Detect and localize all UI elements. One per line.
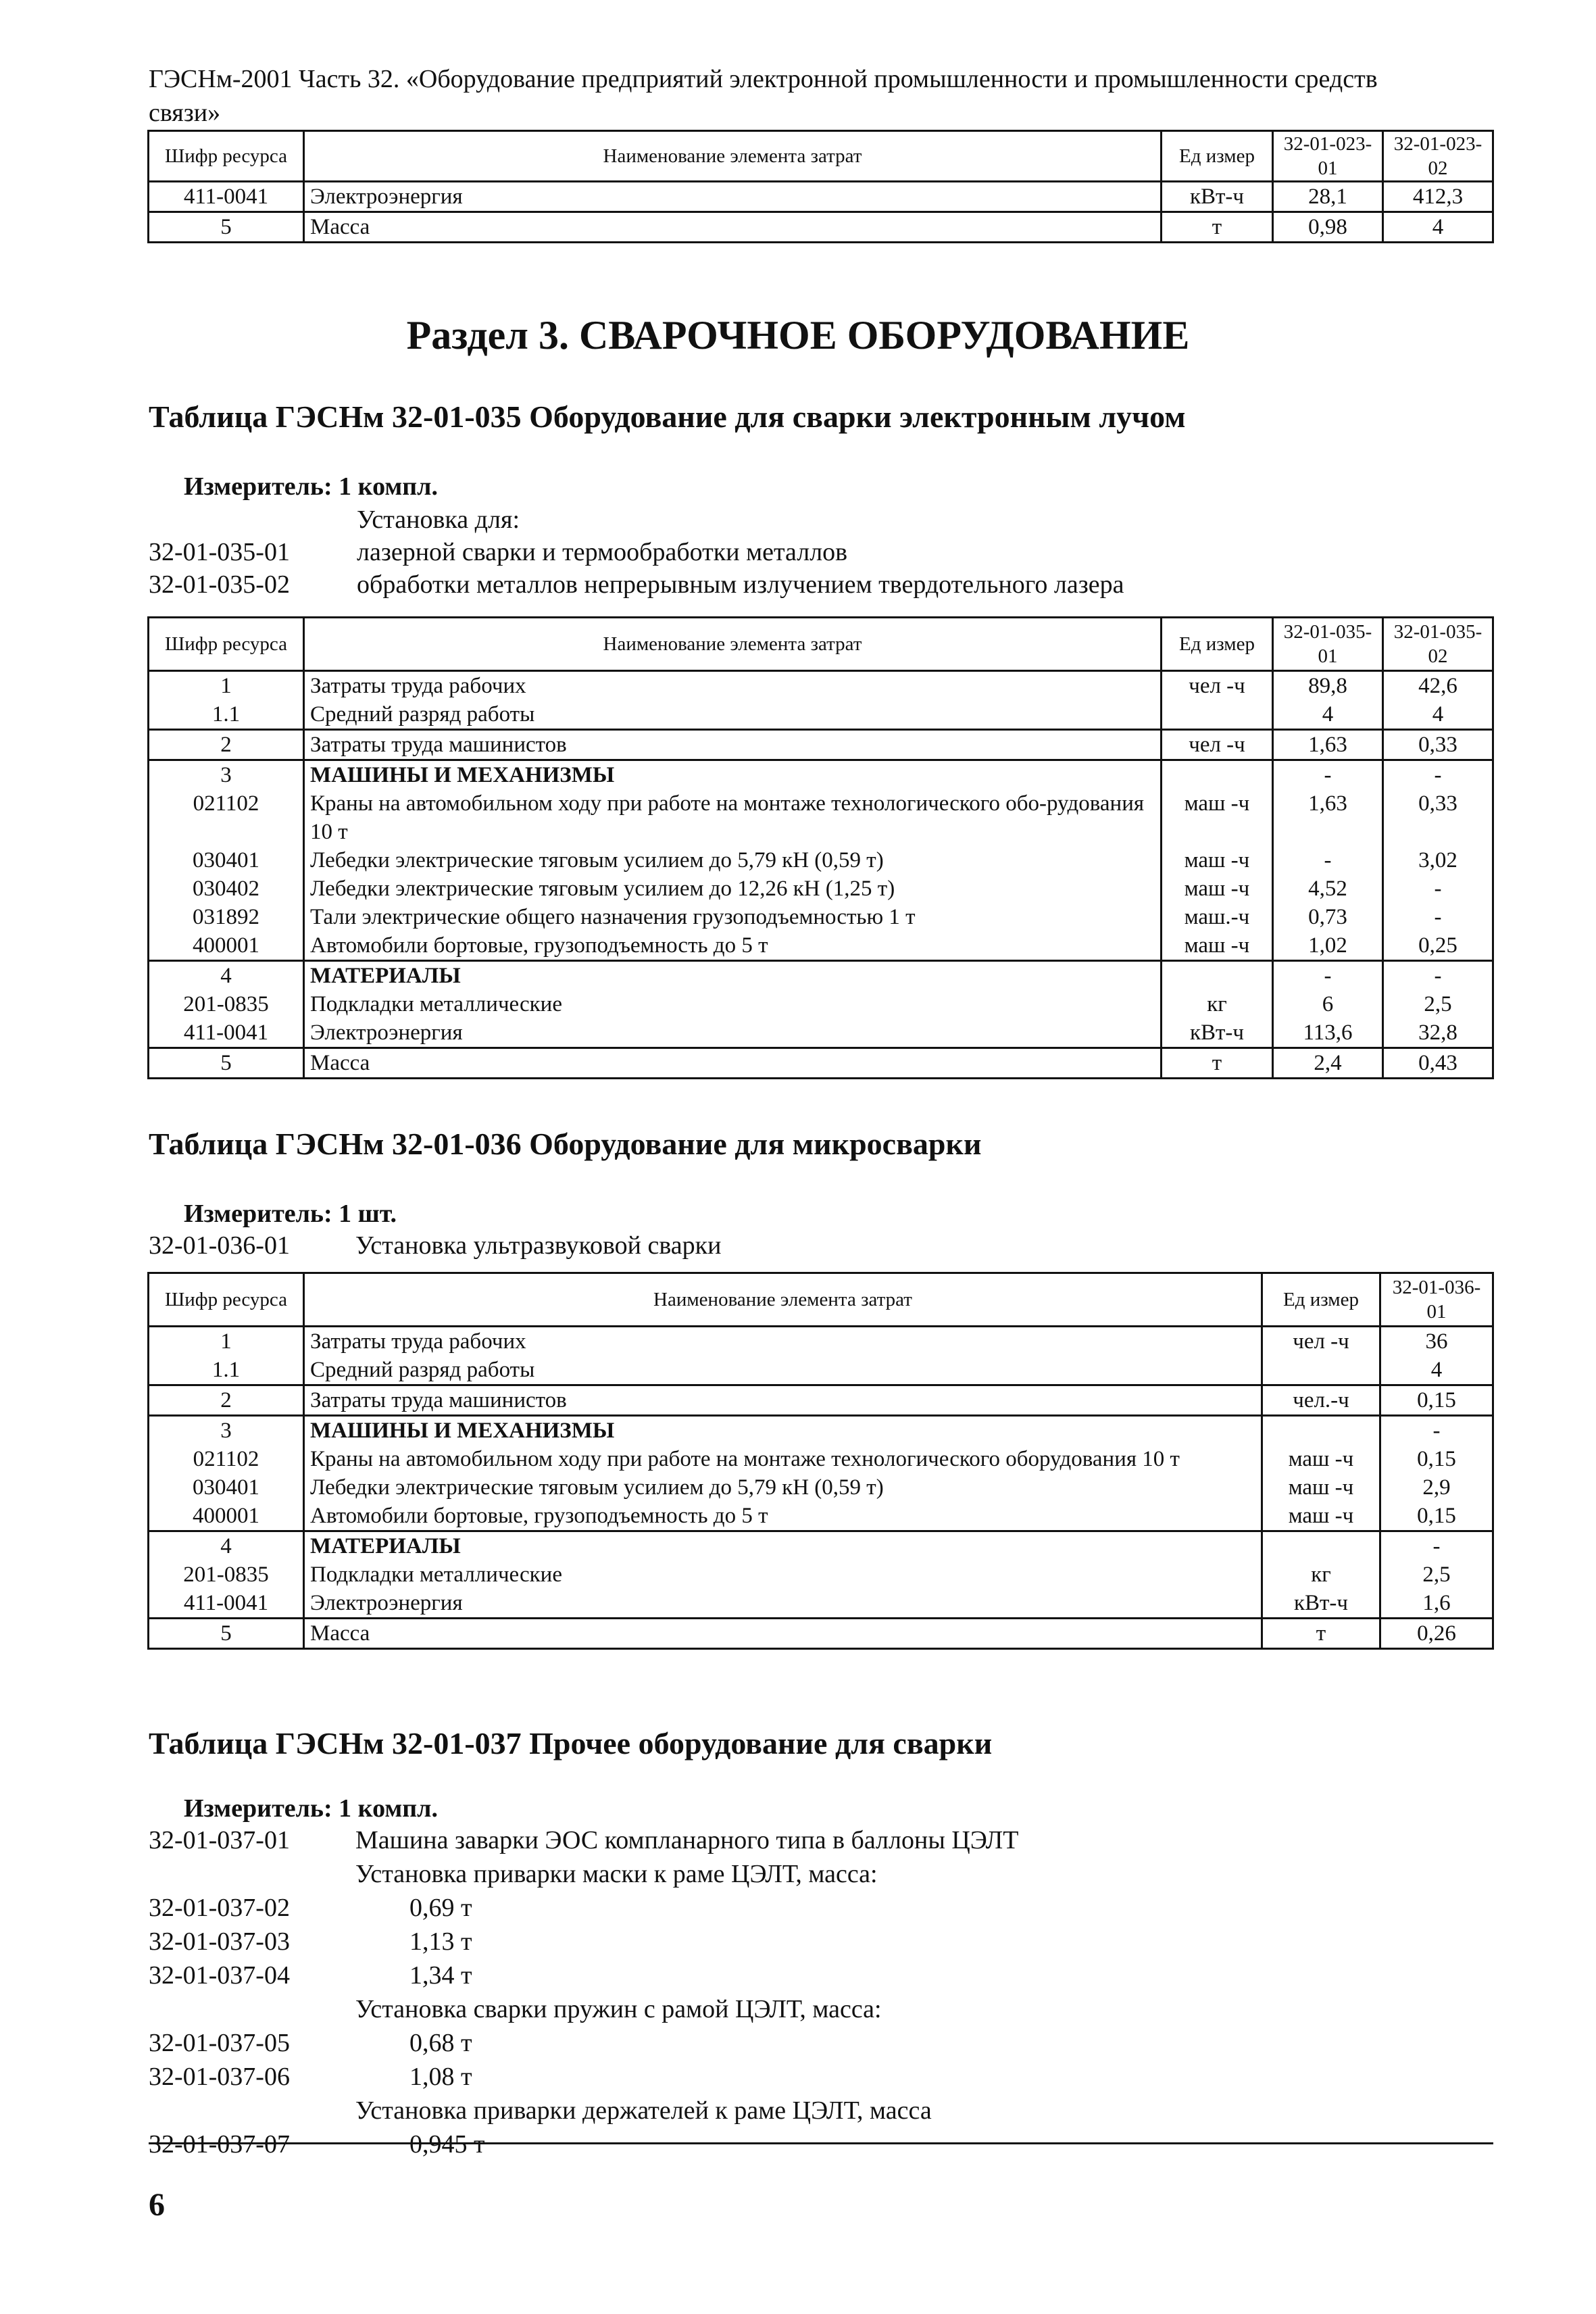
- cell-code: 411-0041: [149, 1589, 304, 1619]
- code-list-item: [149, 1857, 1493, 1891]
- cell-unit: [1262, 1356, 1380, 1385]
- cell-code: 201-0835: [149, 990, 304, 1018]
- resource-text: 1,08 т: [409, 2063, 472, 2091]
- cell-code: 4: [149, 1531, 304, 1561]
- table-row: [149, 1589, 1493, 1619]
- cell-value1: -: [1273, 760, 1383, 790]
- cell-value1: 4,52: [1273, 875, 1383, 903]
- col-name-header: Наименование элемента затрат: [304, 131, 1162, 182]
- cell-code: 411-0041: [149, 1018, 304, 1048]
- code-list-item: [149, 1823, 1493, 1857]
- resource-text: 1,34 т: [409, 1961, 472, 1990]
- cell-name: Краны на автомобильном ходу при работе на монтаже технологического обо-рудования 10 т: [304, 789, 1162, 846]
- cell-value1: 6: [1273, 990, 1383, 1018]
- cell-code: 5: [149, 212, 304, 243]
- col-value2-header: 32-01-035-02: [1383, 618, 1493, 671]
- cell-code: 1: [149, 671, 304, 701]
- cell-value2: -: [1383, 961, 1493, 991]
- cell-value1: 4: [1380, 1356, 1493, 1385]
- cell-name: Электроэнергия: [304, 1589, 1262, 1619]
- table-row: [149, 931, 1493, 961]
- cell-name: МАТЕРИАЛЫ: [304, 1531, 1262, 1561]
- col-code-header: Шифр ресурса: [149, 1273, 304, 1327]
- cell-unit: маш -ч: [1162, 931, 1273, 961]
- cell-unit: чел.-ч: [1262, 1385, 1380, 1416]
- resource-text: Установка ультразвуковой сварки: [355, 1231, 722, 1260]
- cell-value1: 2,5: [1380, 1560, 1493, 1589]
- cell-name: Подкладки металлические: [304, 1560, 1262, 1589]
- cell-unit: кг: [1162, 990, 1273, 1018]
- cell-unit: [1262, 1416, 1380, 1446]
- code-list-item: [149, 1891, 1493, 1925]
- table-row: [149, 789, 1493, 846]
- cell-code: 3: [149, 760, 304, 790]
- resource-text: Установка приварки маски к раме ЦЭЛТ, масса:: [355, 1860, 878, 1888]
- cell-unit: маш -ч: [1262, 1502, 1380, 1531]
- table-row: [149, 961, 1493, 991]
- table-row: [149, 730, 1493, 760]
- cell-unit: маш -ч: [1162, 846, 1273, 875]
- cell-value1: 0,15: [1380, 1502, 1493, 1531]
- col-unit-header: Ед измер: [1262, 1273, 1380, 1327]
- cell-value1: 1,02: [1273, 931, 1383, 961]
- resource-text: лазерной сварки и термообработки металлов: [357, 538, 848, 566]
- cell-value2: 4: [1383, 700, 1493, 730]
- cell-code: 030401: [149, 846, 304, 875]
- col-name-header: Наименование элемента затрат: [304, 1273, 1262, 1327]
- cell-name: Затраты труда рабочих: [304, 671, 1162, 701]
- cell-value1: 2,4: [1273, 1048, 1383, 1079]
- cell-unit: чел -ч: [1262, 1327, 1380, 1356]
- code-list-item: [149, 2026, 1493, 2060]
- cell-unit: [1262, 1531, 1380, 1561]
- resource-text: Установка сварки пружин с рамой ЦЭЛТ, масса:: [355, 1995, 882, 2023]
- meter-value: 1 компл.: [339, 1794, 438, 1823]
- cell-code: 5: [149, 1048, 304, 1079]
- code-list-item: [149, 2060, 1493, 2094]
- divider-line: [149, 2142, 1493, 2144]
- meter-label: Измеритель:: [184, 1200, 332, 1228]
- page-number: 6: [149, 2187, 165, 2223]
- table-row: [149, 1445, 1493, 1473]
- cell-name: Лебедки электрические тяговым усилием до 12,26 кН (1,25 т): [304, 875, 1162, 903]
- cell-value2: 0,33: [1383, 730, 1493, 760]
- cell-value1: 0,73: [1273, 903, 1383, 931]
- table-row: [149, 1531, 1493, 1561]
- resource-code: 32-01-035-01: [149, 538, 290, 566]
- cell-name: Затраты труда машинистов: [304, 730, 1162, 760]
- cell-value2: -: [1383, 903, 1493, 931]
- table-row: [149, 875, 1493, 903]
- cell-value1: 28,1: [1273, 182, 1383, 212]
- cell-name: Масса: [304, 1619, 1262, 1649]
- cell-code: 1.1: [149, 1356, 304, 1385]
- meter-value: 1 шт.: [339, 1200, 397, 1228]
- resource-text: 1,13 т: [409, 1927, 472, 1956]
- cell-unit: маш -ч: [1162, 789, 1273, 846]
- table-row: [149, 760, 1493, 790]
- table-32-01-036: [147, 1272, 1494, 1650]
- cell-value2: 412,3: [1383, 182, 1493, 212]
- table-row: [149, 1416, 1493, 1446]
- section-title: Раздел 3. СВАРОЧНОЕ ОБОРУДОВАНИЕ: [406, 313, 1190, 358]
- resource-code: 32-01-037-01: [149, 1826, 290, 1854]
- cell-value1: 0,15: [1380, 1445, 1493, 1473]
- cell-name: МАШИНЫ И МЕХАНИЗМЫ: [304, 1416, 1262, 1446]
- table-row: [149, 182, 1493, 212]
- cell-code: 021102: [149, 789, 304, 846]
- cell-value2: 0,25: [1383, 931, 1493, 961]
- table-row: [149, 903, 1493, 931]
- cell-value2: 42,6: [1383, 671, 1493, 701]
- table-header: [149, 618, 1493, 671]
- cell-unit: чел -ч: [1162, 730, 1273, 760]
- code-list-item: [149, 1925, 1493, 1959]
- table-row: [149, 700, 1493, 730]
- cell-name: МАТЕРИАЛЫ: [304, 961, 1162, 991]
- cell-code: 400001: [149, 931, 304, 961]
- cell-value2: 32,8: [1383, 1018, 1493, 1048]
- cell-name: Средний разряд работы: [304, 700, 1162, 730]
- meter-label: Измеритель:: [184, 1794, 332, 1823]
- col-unit-header: Ед измер: [1162, 618, 1273, 671]
- cell-value1: -: [1273, 961, 1383, 991]
- cell-code: 411-0041: [149, 182, 304, 212]
- cell-code: 4: [149, 961, 304, 991]
- cell-unit: маш -ч: [1262, 1473, 1380, 1502]
- table-row: [149, 1018, 1493, 1048]
- table-row: [149, 1048, 1493, 1079]
- cell-unit: [1162, 700, 1273, 730]
- resource-code: 32-01-035-02: [149, 570, 290, 599]
- resource-text: обработки металлов непрерывным излучением твердотельного лазера: [357, 570, 1124, 599]
- cell-unit: маш.-ч: [1162, 903, 1273, 931]
- cell-code: 201-0835: [149, 1560, 304, 1589]
- cell-name: Масса: [304, 1048, 1162, 1079]
- col-code-header: Шифр ресурса: [149, 618, 304, 671]
- cell-name: Электроэнергия: [304, 1018, 1162, 1048]
- table-035-title: Таблица ГЭСНм 32-01-035 Оборудование для сварки электронным лучом: [149, 399, 1186, 434]
- cell-unit: [1162, 760, 1273, 790]
- cell-value1: 1,63: [1273, 789, 1383, 846]
- cell-name: Краны на автомобильном ходу при работе на монтаже технологического оборудования 10 т: [304, 1445, 1262, 1473]
- resource-code: 32-01-037-03: [149, 1927, 290, 1956]
- resource-code: 32-01-037-02: [149, 1894, 290, 1922]
- cell-unit: т: [1162, 212, 1273, 243]
- cell-name: Электроэнергия: [304, 182, 1162, 212]
- cell-code: 400001: [149, 1502, 304, 1531]
- cell-value2: 3,02: [1383, 846, 1493, 875]
- cell-value2: -: [1383, 760, 1493, 790]
- running-header: [149, 62, 1500, 130]
- table-036-code-line: [149, 1229, 721, 1262]
- table-row: [149, 1473, 1493, 1502]
- code-list-item: [149, 1959, 1493, 1992]
- resource-code: 32-01-037-05: [149, 2029, 290, 2057]
- table-035-meter: [184, 472, 438, 501]
- cell-code: 030401: [149, 1473, 304, 1502]
- table-row: [149, 846, 1493, 875]
- cell-value2: 2,5: [1383, 990, 1493, 1018]
- cell-value1: 2,9: [1380, 1473, 1493, 1502]
- cell-code: 2: [149, 1385, 304, 1416]
- cell-name: Подкладки металлические: [304, 990, 1162, 1018]
- code-list-item: [149, 1992, 1493, 2026]
- table-036-meter: [184, 1199, 397, 1229]
- cell-value2: -: [1383, 875, 1493, 903]
- resource-code: 32-01-037-07: [149, 2130, 290, 2159]
- table-037-code-list: [149, 1823, 1493, 2161]
- cell-name: Средний разряд работы: [304, 1356, 1262, 1385]
- table-row: [149, 990, 1493, 1018]
- code-list-item: [149, 2127, 1493, 2161]
- resource-text: Установка приварки держателей к раме ЦЭЛТ, масса: [355, 2096, 932, 2125]
- table-row: [149, 671, 1493, 701]
- cell-value1: 36: [1380, 1327, 1493, 1356]
- table-row: [149, 1385, 1493, 1416]
- cell-value1: 89,8: [1273, 671, 1383, 701]
- col-value1-header: 32-01-036-01: [1380, 1273, 1493, 1327]
- resource-text: 0,945 т: [409, 2130, 485, 2159]
- col-code-header: Шифр ресурса: [149, 131, 304, 182]
- table-row: [149, 1619, 1493, 1649]
- resource-text: Машина заварки ЭОС компланарного типа в баллоны ЦЭЛТ: [355, 1826, 1019, 1854]
- cell-name: Затраты труда машинистов: [304, 1385, 1262, 1416]
- cell-value1: 0,26: [1380, 1619, 1493, 1649]
- cell-value2: 0,33: [1383, 789, 1493, 846]
- cell-value1: 4: [1273, 700, 1383, 730]
- cell-unit: т: [1262, 1619, 1380, 1649]
- running-header-line1: ГЭСНм-2001 Часть 32. «Оборудование предприятий электронной промышленности и промышленности средств: [149, 65, 1378, 93]
- cell-unit: кВт-ч: [1162, 1018, 1273, 1048]
- table-035-code-line: [149, 535, 847, 569]
- col-unit-header: Ед измер: [1162, 131, 1273, 182]
- table-037-title: Таблица ГЭСНм 32-01-037 Прочее оборудование для сварки: [149, 1726, 993, 1761]
- table-row: [149, 1560, 1493, 1589]
- cell-unit: кг: [1262, 1560, 1380, 1589]
- cell-value2: 0,43: [1383, 1048, 1493, 1079]
- cell-unit: т: [1162, 1048, 1273, 1079]
- cell-name: Автомобили бортовые, грузоподъемность до 5 т: [304, 1502, 1262, 1531]
- cell-value1: -: [1273, 846, 1383, 875]
- table-32-01-023-continuation: [147, 130, 1494, 243]
- table-035-code-line: [149, 568, 1124, 601]
- cell-code: 031892: [149, 903, 304, 931]
- table-header: [149, 131, 1493, 182]
- cell-value2: 4: [1383, 212, 1493, 243]
- cell-code: 3: [149, 1416, 304, 1446]
- cell-unit: кВт-ч: [1262, 1589, 1380, 1619]
- table-036-title: Таблица ГЭСНм 32-01-036 Оборудование для микросварки: [149, 1127, 982, 1161]
- cell-unit: [1162, 961, 1273, 991]
- cell-name: Лебедки электрические тяговым усилием до 5,79 кН (0,59 т): [304, 1473, 1262, 1502]
- cell-code: 5: [149, 1619, 304, 1649]
- col-value1-header: 32-01-035-01: [1273, 618, 1383, 671]
- cell-unit: чел -ч: [1162, 671, 1273, 701]
- running-header-line2: связи»: [149, 99, 221, 127]
- col-name-header: Наименование элемента затрат: [304, 618, 1162, 671]
- resource-text: 0,69 т: [409, 1894, 472, 1922]
- cell-value1: -: [1380, 1531, 1493, 1561]
- meter-label: Измеритель:: [184, 472, 332, 501]
- resource-code: 32-01-037-06: [149, 2063, 290, 2091]
- cell-value1: 1,6: [1380, 1589, 1493, 1619]
- cell-code: 1.1: [149, 700, 304, 730]
- col-value1-header: 32-01-023-01: [1273, 131, 1383, 182]
- cell-value1: 1,63: [1273, 730, 1383, 760]
- table-row: [149, 1327, 1493, 1356]
- table-row: [149, 1502, 1493, 1531]
- cell-name: МАШИНЫ И МЕХАНИЗМЫ: [304, 760, 1162, 790]
- cell-name: Затраты труда рабочих: [304, 1327, 1262, 1356]
- resource-code: 32-01-036-01: [149, 1231, 290, 1260]
- cell-name: Автомобили бортовые, грузоподъемность до 5 т: [304, 931, 1162, 961]
- cell-unit: кВт-ч: [1162, 182, 1273, 212]
- table-037-meter: [184, 1794, 438, 1823]
- cell-value1: 0,15: [1380, 1385, 1493, 1416]
- resource-text: 0,68 т: [409, 2029, 472, 2057]
- cell-value1: -: [1380, 1416, 1493, 1446]
- cell-code: 030402: [149, 875, 304, 903]
- table-32-01-035: [147, 616, 1494, 1079]
- cell-unit: маш -ч: [1262, 1445, 1380, 1473]
- cell-name: Лебедки электрические тяговым усилием до 5,79 кН (0,59 т): [304, 846, 1162, 875]
- resource-code: 32-01-037-04: [149, 1961, 290, 1990]
- col-value2-header: 32-01-023-02: [1383, 131, 1493, 182]
- meter-value: 1 компл.: [339, 472, 438, 501]
- cell-code: 1: [149, 1327, 304, 1356]
- cell-name: Масса: [304, 212, 1162, 243]
- code-list-item: [149, 2094, 1493, 2127]
- cell-unit: маш -ч: [1162, 875, 1273, 903]
- cell-code: 2: [149, 730, 304, 760]
- table-row: [149, 212, 1493, 243]
- table-row: [149, 1356, 1493, 1385]
- cell-value1: 0,98: [1273, 212, 1383, 243]
- table-header: [149, 1273, 1493, 1327]
- cell-code: 021102: [149, 1445, 304, 1473]
- table-035-intro: Установка для:: [357, 506, 520, 534]
- cell-name: Тали электрические общего назначения грузоподъемностью 1 т: [304, 903, 1162, 931]
- cell-value1: 113,6: [1273, 1018, 1383, 1048]
